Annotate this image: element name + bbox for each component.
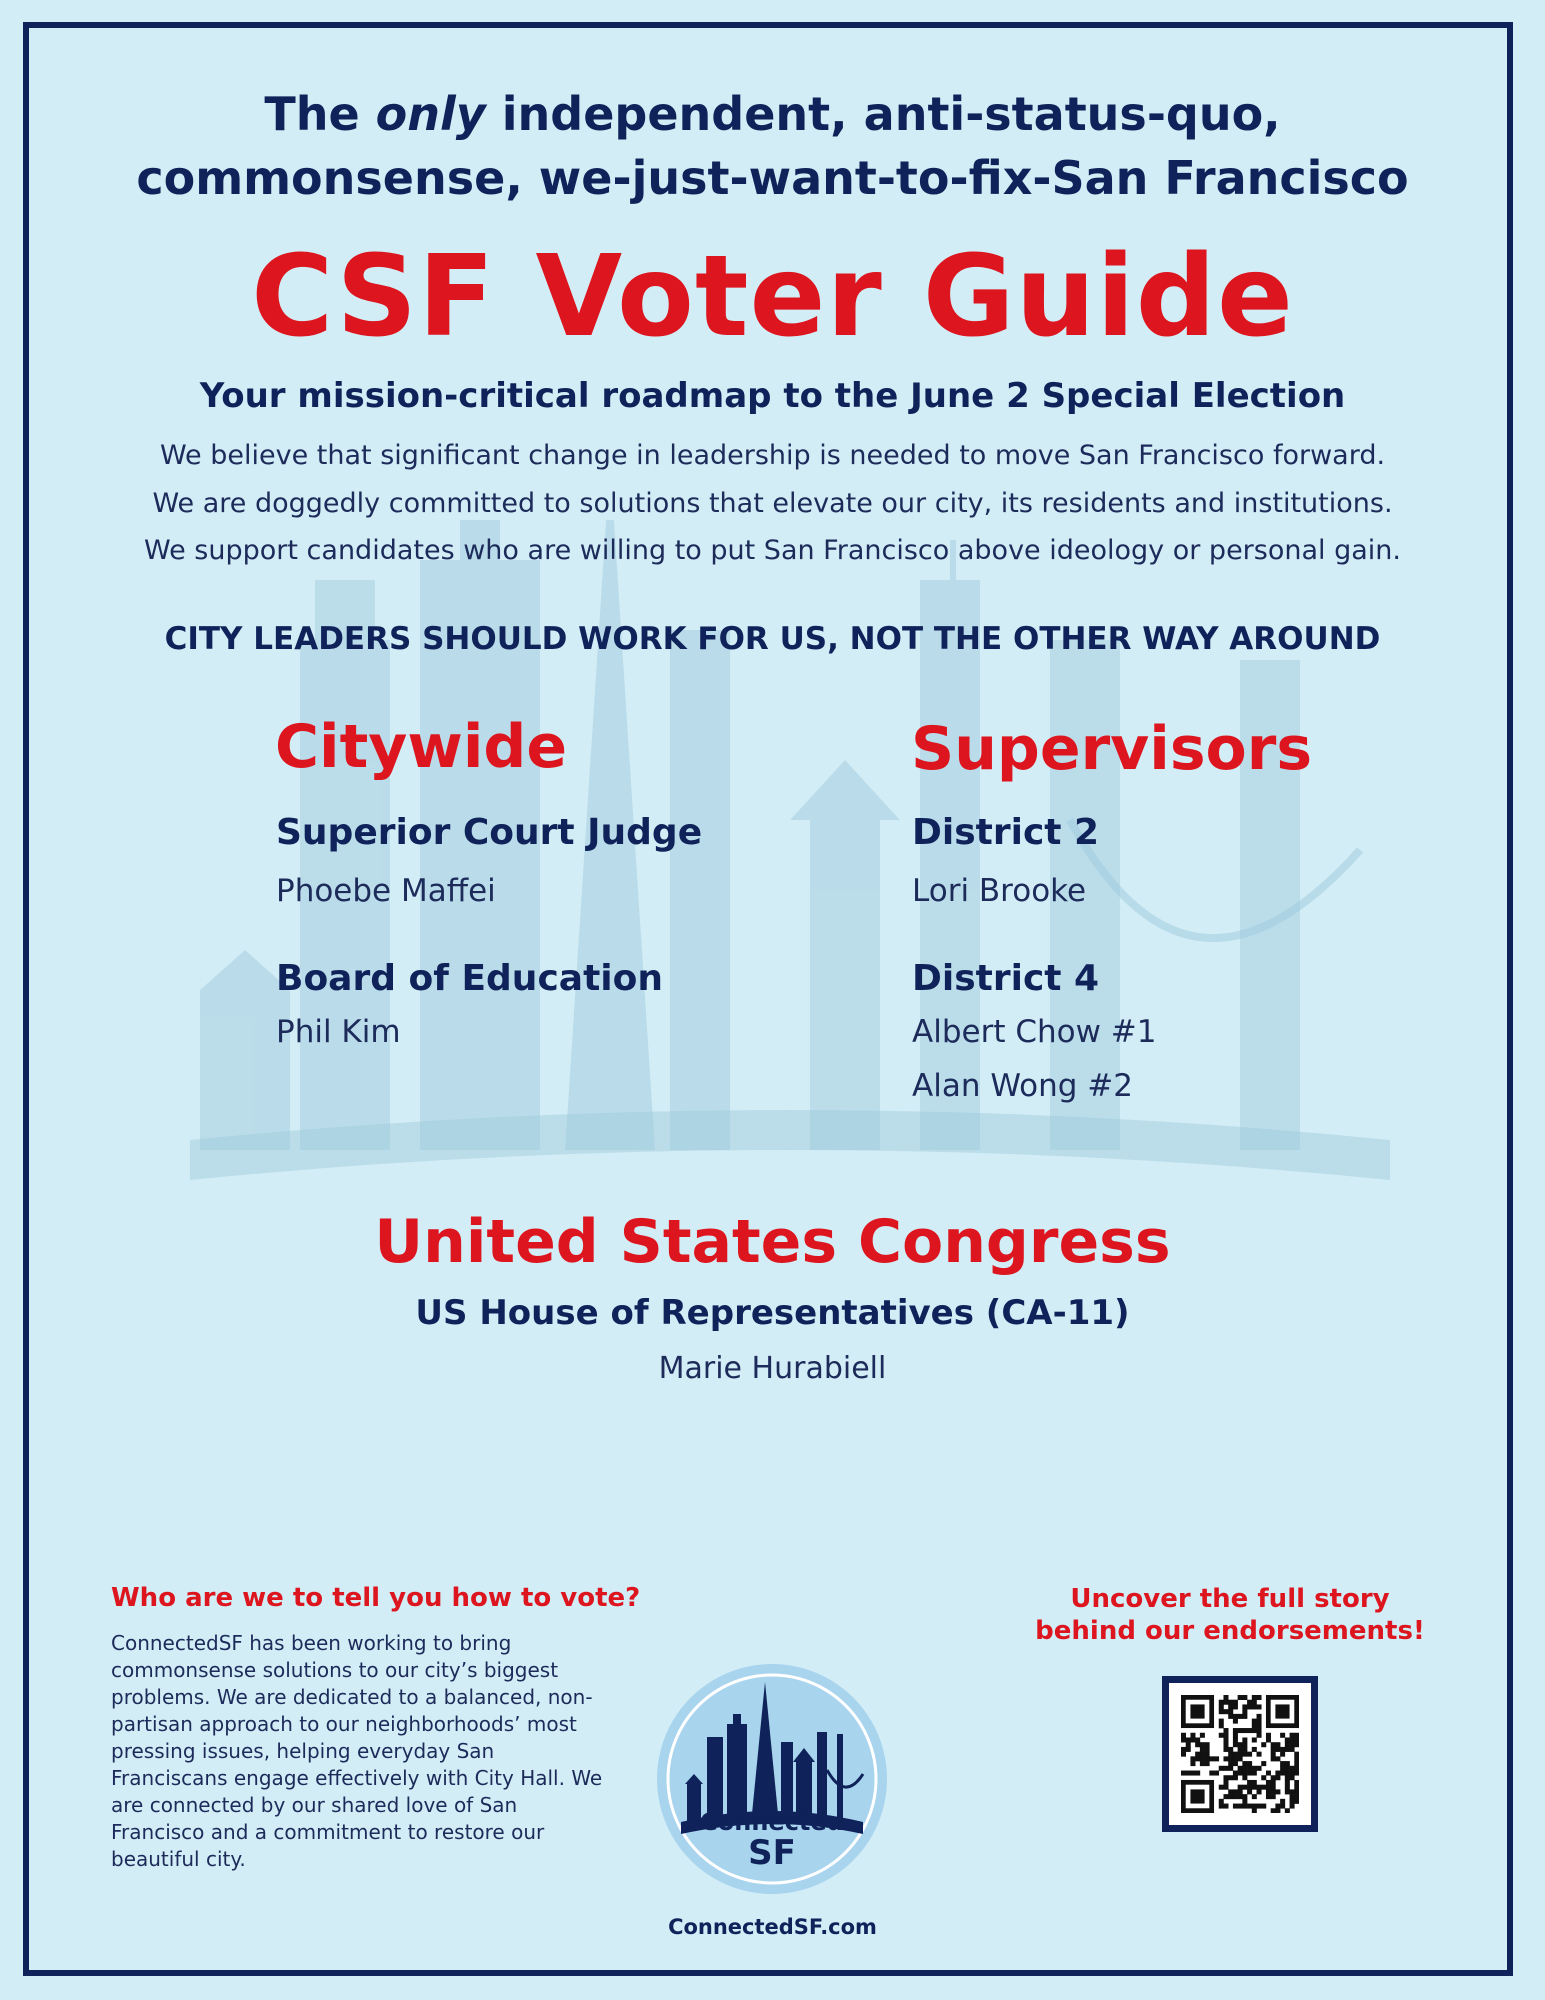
- candidate-name: Phil Kim: [276, 1014, 401, 1050]
- about-line: are connected by our shared love of San: [111, 1793, 518, 1817]
- about-line: problems. We are dedicated to a balanced, non-: [111, 1685, 593, 1709]
- belief-statement: We believe that significant change in leadership is needed to move San Francisco forward.: [159, 440, 1386, 471]
- about-line: ConnectedSF has been working to bring: [111, 1631, 512, 1655]
- cta-line: Uncover the full story: [1070, 1584, 1390, 1614]
- office-title: US House of Representatives (CA-11): [415, 1293, 1130, 1333]
- candidate-name: Lori Brooke: [912, 873, 1087, 909]
- qr-code[interactable]: [1162, 1676, 1318, 1832]
- citywide-heading: Citywide: [275, 712, 568, 782]
- office-title: District 4: [912, 958, 1100, 999]
- slogan: CITY LEADERS SHOULD WORK FOR US, NOT THE OTHER WAY AROUND: [164, 621, 1381, 657]
- belief-statement: We are doggedly committed to solutions that elevate our city, its residents and institutions.: [152, 488, 1393, 519]
- congress-heading: United States Congress: [374, 1207, 1171, 1277]
- cta-text: [1030, 1583, 1430, 1647]
- office-title: District 2: [912, 812, 1100, 853]
- about-line: beautiful city.: [111, 1847, 246, 1871]
- about-line: Franciscans engage effectively with City Hall. We: [111, 1766, 603, 1790]
- candidate-name: Alan Wong #2: [912, 1068, 1133, 1104]
- qr-code-pattern: [1181, 1695, 1299, 1813]
- candidate-name: Albert Chow #1: [912, 1014, 1157, 1050]
- intro-text-line2: commonsense, we-just-want-to-fix-San Francisco: [136, 151, 1409, 205]
- intro-text-post: independent, anti-status-quo,: [485, 87, 1281, 141]
- about-line: partisan approach to our neighborhoods’ most: [111, 1712, 577, 1736]
- logo-text-connected: Connected: [700, 1808, 844, 1836]
- website-link[interactable]: ConnectedSF.com: [668, 1915, 877, 1939]
- intro-heading: [0, 82, 1545, 210]
- intro-text-emphasis: only: [375, 87, 486, 141]
- guide-subtitle: Your mission-critical roadmap to the June 2 Special Election: [199, 376, 1346, 416]
- about-line: commonsense solutions to our city’s biggest: [111, 1658, 559, 1682]
- belief-statement: We support candidates who are willing to put San Francisco above ideology or personal gain.: [144, 535, 1401, 566]
- guide-title: CSF Voter Guide: [251, 232, 1294, 362]
- supervisors-heading: Supervisors: [911, 714, 1313, 784]
- about-heading: Who are we to tell you how to vote?: [111, 1583, 641, 1613]
- office-title: Superior Court Judge: [276, 812, 703, 853]
- office-title: Board of Education: [276, 958, 663, 999]
- about-line: Francisco and a commitment to restore our: [111, 1820, 545, 1844]
- candidate-name: Marie Hurabiell: [658, 1351, 887, 1386]
- about-line: pressing issues, helping everyday San: [111, 1739, 495, 1763]
- about-text: [111, 1630, 611, 1873]
- connectedsf-logo: [655, 1662, 889, 1896]
- logo-text-sf: SF: [748, 1833, 796, 1873]
- candidate-name: Phoebe Maffei: [276, 873, 496, 909]
- cta-line: behind our endorsements!: [1035, 1616, 1425, 1646]
- intro-text-pre: The: [264, 87, 376, 141]
